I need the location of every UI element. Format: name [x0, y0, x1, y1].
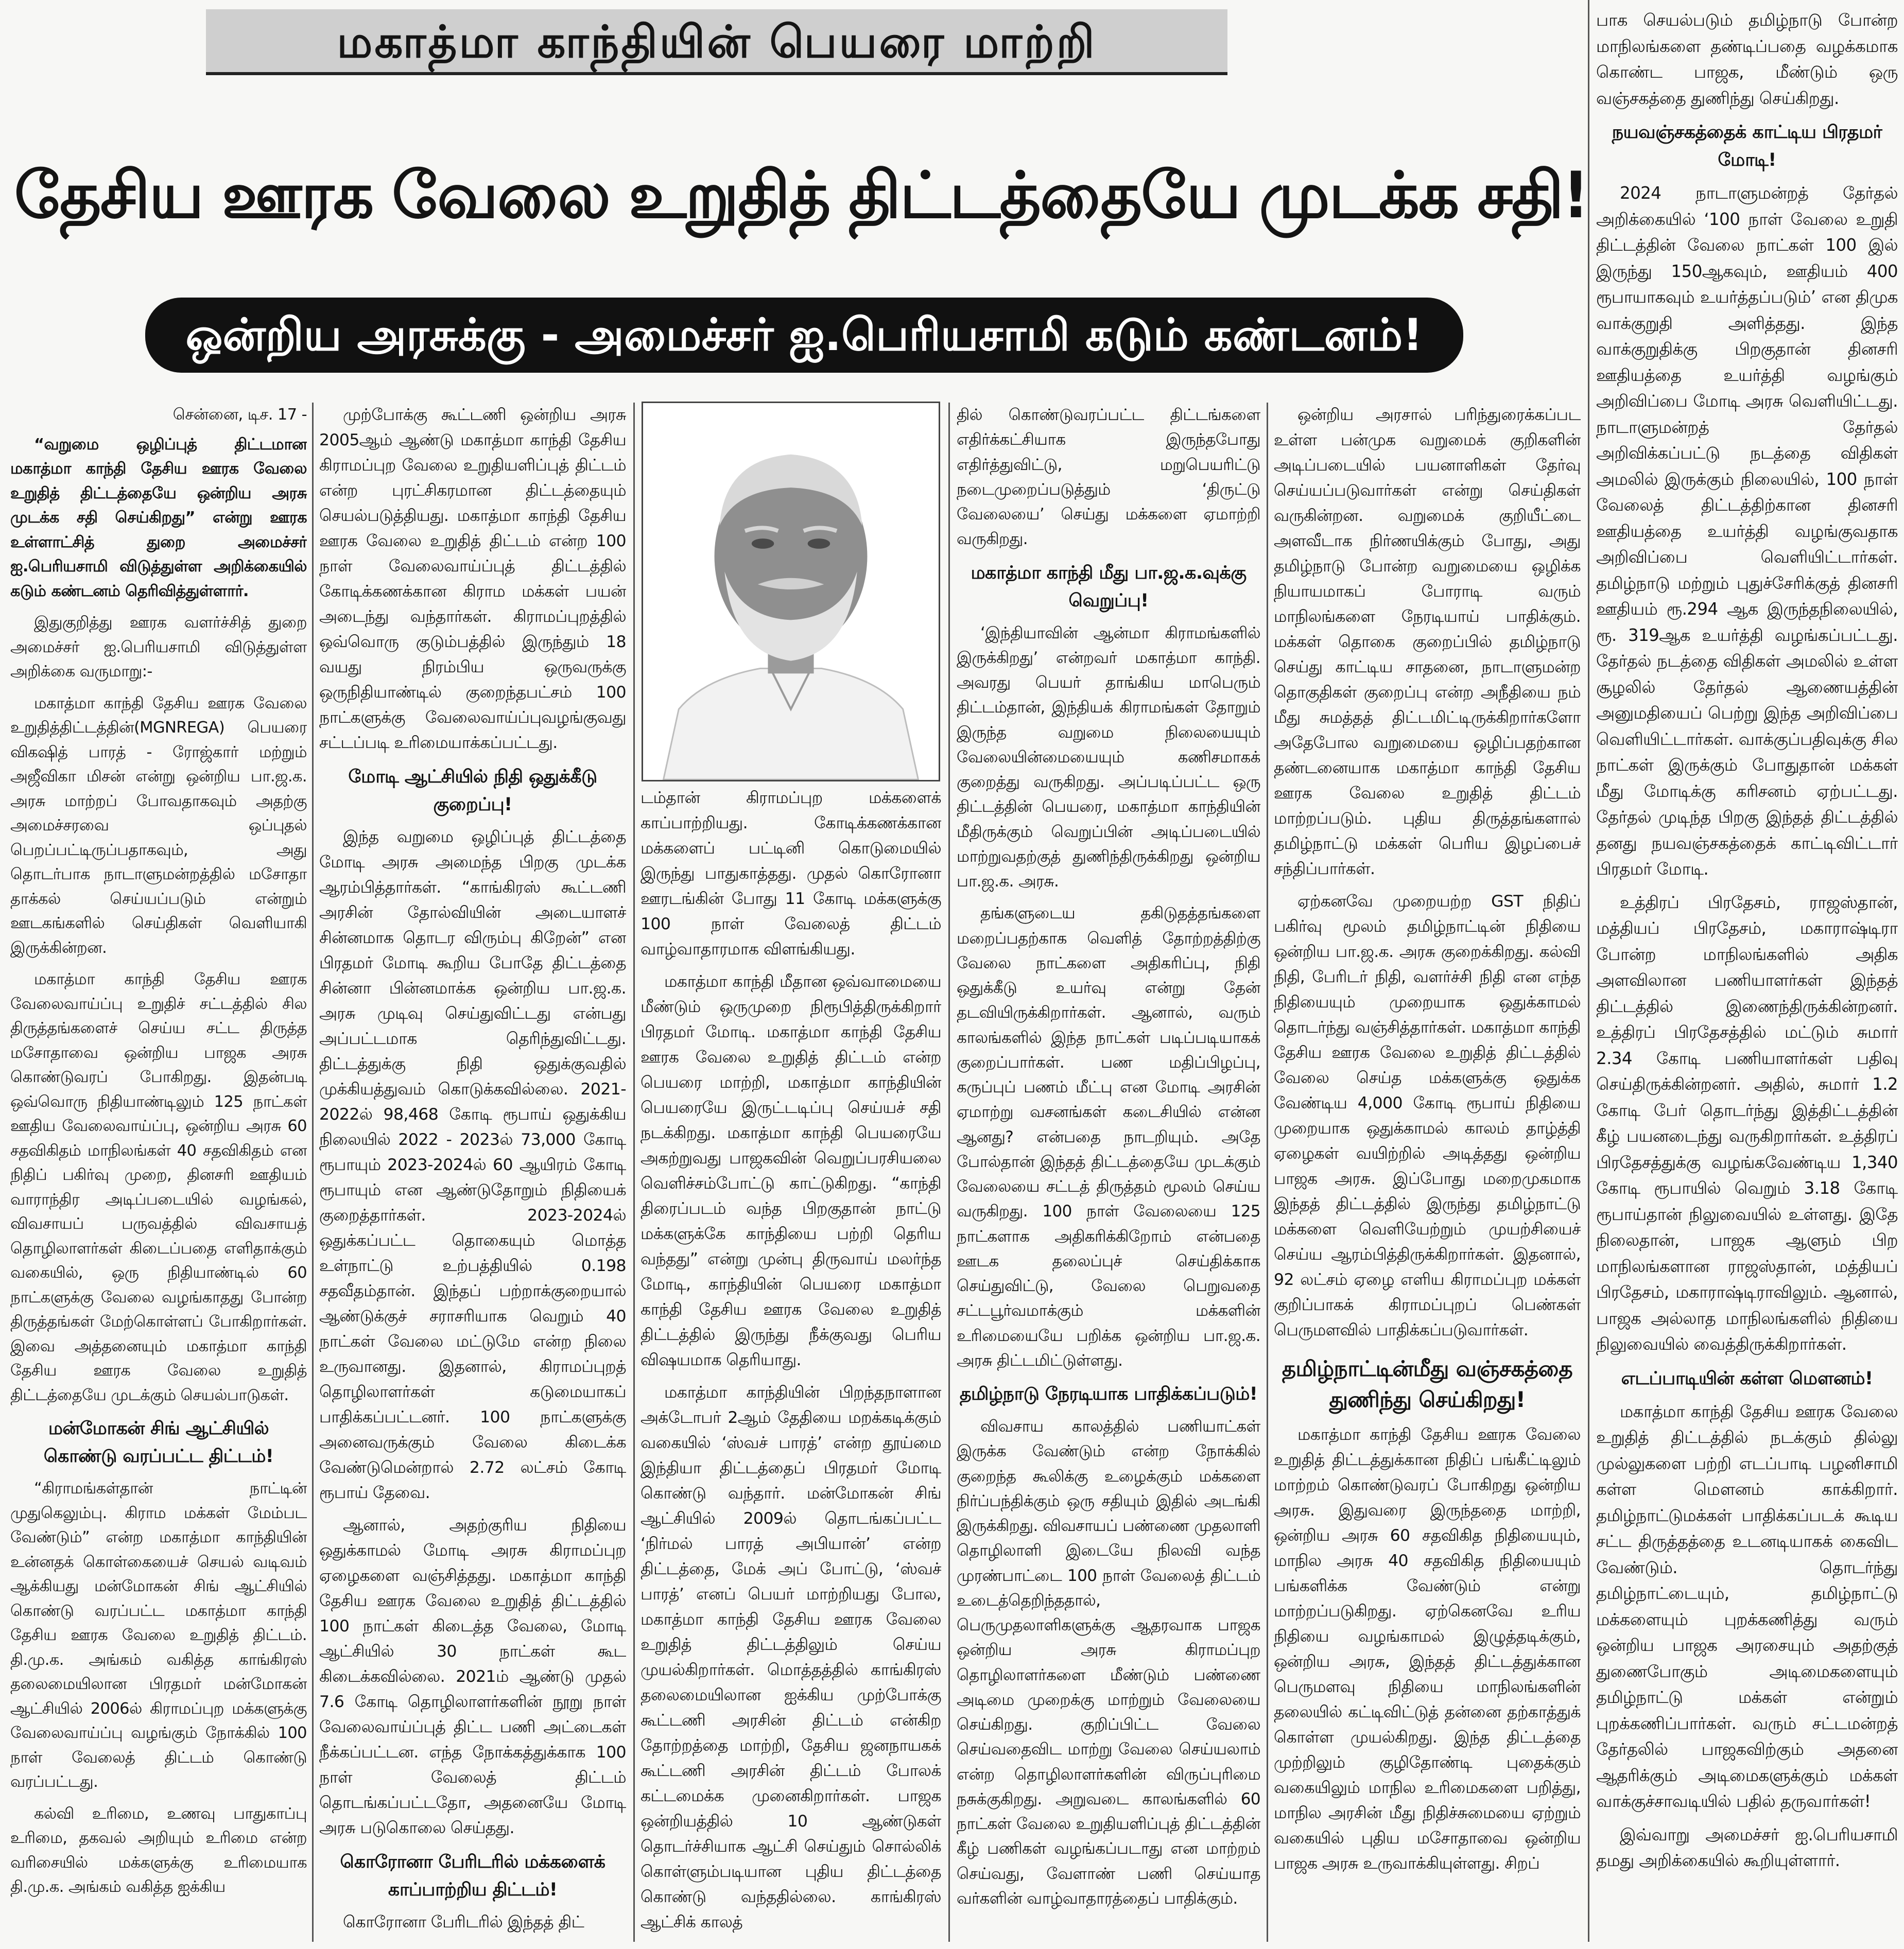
article-column-4: [957, 403, 1260, 1945]
section-subheading: மோடி ஆட்சியில் நிதி ஒதுக்கீடு குறைப்பு!: [348, 767, 597, 815]
paragraph: விவசாய காலத்தில் பணியாட்கள் இருக்க வேண்டும் என்ற நோக்கில் குறைந்த கூலிக்கு உழைக்கும் மக்களை நிர்ப்பந்திக்கும் ஒரு சதியும் இதில் அடங்கி இருக்கிறது. விவசாயப் பண்ணை முதலாளி தொழிலாளி இடையே நிலவி வந்த முரண்பாட்டை 100 நாள் வேலைத் திட்டம் உடைத்தெறிந்ததால், பெருமுதலாளிகளுக்கு ஆதரவாக பாஜக ஒன்றிய அரசு கிராமப்புற தொழிலாளர்களை மீண்டும் பண்ணை அடிமை முறைக்கு மாற்றும் வேலையை செய்கிறது. குறிப்பிட்ட வேலை செய்வதைவிட மாற்று வேலை செய்யலாம் என்ற தொழிலாளர்களின் விருப்புரிமை நசுக்குகிறது. அறுவடை காலங்களில் 60 நாட்கள் வேலை உறுதியளிப்புத் திட்டத்தின் கீழ் பணிகள் வழங்கப்படாது என மாற்றம் செய்வது, வேளாண் பணி செய்யாத வர்களின் வாழ்வாதாரத்தைப் பாதிக்கும்.: [957, 1417, 1260, 1908]
paragraph: கல்வி உரிமை, உணவு பாதுகாப்பு உரிமை, தகவல் அறியும் உரிமை என்ற வரிசையில் மக்களுக்கு உரிமையாக தி.மு.க. அங்கம் வகித்த ஐக்கிய: [10, 1804, 307, 1896]
paragraph: முற்போக்கு கூட்டணி ஒன்றிய அரசு 2005ஆம் ஆண்டு மகாத்மா காந்தி தேசிய கிராமப்புற வேலை உறுதியளிப்புத் திட்டம் என்ற புரட்சிகரமான திட்டத்தையும் செயல்படுத்தியது. மகாத்மா காந்தி தேசிய ஊரக வேலை உறுதித் திட்டம் என்ற 100 நாள் வேலைவாய்ப்புத் திட்டத்தில் கோடிக்கணக்கான கிராம மக்கள் பயன் அடைந்து வந்தார்கள். கிராமப்புறத்தில் ஒவ்வொரு குடும்பத்தில் இருந்தும் 18 வயது நிரம்பிய ஒருவருக்கு ஒருநிதியாண்டில் குறைந்தபட்சம் 100 நாட்களுக்கு வேலைவாய்ப்புவழங்குவது சட்டப்படி உரிமையாக்கப்பட்டது.: [319, 406, 626, 752]
paragraph: ‘இந்தியாவின் ஆன்மா கிராமங்களில் இருக்கிறது’ என்றவர் மகாத்மா காந்தி. அவரது பெயர் தாங்கிய மாபெரும் திட்டம்தான், இந்தியக் கிராமங்கள் தோறும் இருந்த வறுமை நிலையையும் வேலையின்மையையும் கணிசமாகக் குறைத்து வருகிறது. அப்படிப்பட்ட ஒரு திட்டத்தின் பெயரை, மகாத்மா காந்தியின் மீதிருக்கும் வெறுப்பின் அடிப்படையில் மாற்றுவதற்குத் துணிந்திருக்கிறது ஒன்றிய பா.ஜ.க. அரசு.: [957, 623, 1260, 891]
paragraph: மகாத்மா காந்தி மீதான ஒவ்வாமையை மீண்டும் ஒருமுறை நிரூபித்திருக்கிறார் பிரதமர் மோடி. மகாத்மா காந்தி தேசிய ஊரக வேலை உறுதித் திட்டம் என்ற பெயரை மாற்றி, மகாத்மா காந்தியின் பெயரையே இருட்டடிப்பு செய்யச் சதி நடக்கிறது. மகாத்மா காந்தி பெயரையே அகற்றுவது பாஜகவின் வெறுப்பரசியலை வெளிச்சம்போட்டு காட்டுகிறது. “காந்தி திரைப்படம் வந்த பிறகுதான் நாட்டு மக்களுக்கே காந்தியை பற்றி தெரிய வந்தது” என்று முன்பு திருவாய் மலர்ந்த மோடி, காந்தியின் பெயரை மகாத்மா காந்தி தேசிய ஊரக வேலை உறுதித் திட்டத்தில் இருந்து நீக்குவது பெரிய விஷயமாக தெரியாது.: [641, 972, 941, 1369]
column-rule: [312, 403, 314, 1942]
paragraph: கொரோனா பேரிடரில் இந்தத் திட்: [343, 1913, 584, 1931]
section-subheading: மன்மோகன் சிங் ஆட்சியில் கொண்டு வரப்பட்ட திட்டம்!: [43, 1418, 274, 1467]
paragraph: இதுகுறித்து ஊரக வளர்ச்சித் துறை அமைச்சர் ஐ.பெரியசாமி விடுத்துள்ள அறிக்கை வருமாறு:-: [10, 614, 307, 681]
main-headline: தேசிய ஊரக வேலை உறுதித் திட்டத்தையே முடக்க சதி!: [14, 159, 1588, 233]
section-subheading: மகாத்மா காந்தி மீது பா.ஜ.க.வுக்கு வெறுப்பு!: [971, 562, 1247, 611]
portrait-icon: [643, 403, 939, 780]
paragraph: தங்களுடைய தகிடுதத்தங்களை மறைப்பதற்காக வெளித் தோற்றத்திற்கு வேலை நாட்களை அதிகரிப்பு, நிதி ஒதுக்கீடு உயர்வு என்று தேன் தடவியிருக்கிறார்கள். ஆனால், வரும் காலங்களில் இந்த நாட்கள் படிப்படியாகக் குறைப்பார்கள். பண மதிப்பிழப்பு, கருப்புப் பணம் மீட்பு என மோடி அரசின் ஏமாற்று வசனங்கள் கடைசியில் என்ன ஆனது? என்பதை நாடறியும். அதே போல்தான் இந்தத் திட்டத்தையே முடக்கும் வேலையை சட்டத் திருத்தம் மூலம் செய்ய வருகிறது. 100 நாள் வேலையை 125 நாட்களாக அதிகரிக்கிறோம் என்பதை ஊடக தலைப்புச் செய்திக்காக செய்துவிட்டு, வேலை பெறுவதை சட்டபூர்வமாக்கும் மக்களின் உரிமையையே பறிக்க ஒன்றிய பா.ஜ.க. அரசு திட்டமிட்டுள்ளது.: [957, 904, 1260, 1370]
article-column-6: [1596, 7, 1898, 1945]
column-rule: [633, 403, 635, 1942]
paragraph: மகாத்மா காந்தி தேசிய ஊரக வேலை உறுதித்திட்டத்தின்(MGNREGA) பெயரை விகஷித் பாரத் - ரோஜ்கார் மற்றும் அஜீவிகா மிசன் என்று ஒன்றிய பா.ஜ.க. அரசு மாற்றப் போவதாகவும் அதற்கு அமைச்சரவை ஒப்புதல் பெறப்பட்டிருப்பதாகவும், அது தொடர்பாக நாடாளுமன்றத்தில் மசோதா தாக்கல் செய்யப்படும் என்றும் ஊடகங்களில் செய்திகள் வெளியாகி இருக்கின்றன.: [10, 694, 307, 957]
column-rule: [948, 403, 950, 1942]
paragraph: மகாத்மா காந்தியின் பிறந்தநாளான அக்டோபர் 2ஆம் தேதியை மறக்கடிக்கும் வகையில் ‘ஸ்வச் பாரத்’ என்ற தூய்மை இந்தியா திட்டத்தைப் பிரதமர் மோடி கொண்டு வந்தார். மன்மோகன் சிங் ஆட்சியில் 2009ல் தொடங்கப்பட்ட ‘நிர்மல் பாரத் அபியான்’ என்ற திட்டத்தை, மேக் அப் போட்டு, ‘ஸ்வச் பாரத்’ எனப் பெயர் மாற்றியது போல, மகாத்மா காந்தி தேசிய ஊரக வேலை உறுதித் திட்டத்திலும் செய்ய முயல்கிறார்கள். மொத்தத்தில் காங்கிரஸ் தலைமையிலான ஐக்கிய முற்போக்கு கூட்டணி அரசின் திட்டம் என்கிற தோற்றத்தை மாற்றி, தேசிய ஜனநாயகக் கூட்டணி அரசின் திட்டம் போலக் கட்டமைக்க முனைகிறார்கள். பாஜக ஒன்றியத்தில் 10 ஆண்டுகள் தொடர்ச்சியாக ஆட்சி செய்தும் சொல்லிக் கொள்ளும்படியான புதிய திட்டத்தை கொண்டு வந்ததில்லை. காங்கிரஸ் ஆட்சிக் காலத்: [641, 1383, 941, 1931]
article-column-2: [319, 403, 626, 1945]
portrait-photo: [642, 402, 940, 781]
paragraph: இவ்வாறு அமைச்சர் ஐ.பெரியசாமி தமது அறிக்கையில் கூறியுள்ளார்.: [1596, 1824, 1898, 1870]
article-column-5: [1274, 403, 1581, 1945]
section-subheading: கொரோனா பேரிடரில் மக்களைக் காப்பாற்றிய திட்டம்!: [340, 1852, 605, 1900]
paragraph: 2024 நாடாளுமன்றத் தேர்தல் அறிக்கையில் ‘100 நாள் வேலை உறுதி திட்டத்தின் வேலை நாட்கள் 100 இல் இருந்து 150ஆகவும், ஊதியம் 400 ரூபாயாகவும் உயர்த்தப்படும்’ என திமுக வாக்குறுதி அளித்தது. இந்த வாக்குறுதிக்கு பிறகுதான் தினசரி ஊதியத்தை உயர்த்தி வழங்கும் அறிவிப்பை மோடி அரசு வெளியிட்டது. நாடாளுமன்றத் தேர்தல் அறிவிக்கப்பட்டு நடத்தை விதிகள் அமலில் இருக்கும் நிலையில், 100 நாள் வேலைத் திட்டத்திற்கான தினசரி ஊதியத்தை உயர்த்தி வழங்குவதாக அறிவிப்பை வெளியிட்டார்கள். தமிழ்நாடு மற்றும் புதுச்சேரிக்குத் தினசரி ஊதியம் ரூ.294 ஆக இருந்தநிலையில், ரூ. 319ஆக உயர்த்தி வழங்கப்பட்டது. தேர்தல் நடத்தை விதிகள் அமலில் உள்ள சூழலில் தேர்தல் ஆணையத்தின் அனுமதியைப் பெற்று இந்த அறிவிப்பை வெளியிட்டார்கள். வாக்குப்பதிவுக்கு சில நாட்கள் இருக்கும் போதுதான் மக்கள் மீது மோடிக்கு கரிசனம் ஏற்பட்டது. தேர்தல் முடிந்த பிறகு இந்தத் திட்டத்தில் தனது நயவஞ்சகத்தைக் காட்டிவிட்டார் பிரதமர் மோடி.: [1596, 183, 1898, 879]
paragraph: பாக செயல்படும் தமிழ்நாடு போன்ற மாநிலங்களை தண்டிப்பதை வழக்கமாக கொண்ட பாஜக, மீண்டும் ஒரு வஞ்சகத்தை துணிந்து செய்கிறது.: [1596, 10, 1898, 108]
dateline: சென்னை, டிச. 17 -: [172, 406, 307, 424]
article-column-3: [641, 786, 941, 1945]
section-subheading: தமிழ்நாடு நேரடியாக பாதிக்கப்படும்!: [959, 1384, 1258, 1404]
sub-headline-banner: ஒன்றிய அரசுக்கு - அமைச்சர் ஐ.பெரியசாமி கடும் கண்டனம்!: [145, 298, 1463, 373]
paragraph: “கிராமங்கள்தான் நாட்டின் முதுகெலும்பு. கிராம மக்கள் மேம்பட வேண்டும்” என்ற மகாத்மா காந்தியின் உன்னதக் கொள்கையைச் செயல் வடிவம் ஆக்கியது மன்மோகன் சிங் ஆட்சியில் கொண்டு வரப்பட்ட மகாத்மா காந்தி தேசிய ஊரக வேலை உறுதித் திட்டம். தி.மு.க. அங்கம் வகித்த காங்கிரஸ் தலைமையிலான பிரதமர் மன்மோகன் ஆட்சியில் 2006ல் கிராமப்புற மக்களுக்கு வேலைவாய்ப்பு வழங்கும் நோக்கில் 100 நாள் வேலைத் திட்டம் கொண்டு வரப்பட்டது.: [10, 1480, 307, 1791]
section-subheading: நயவஞ்சகத்தைக் காட்டிய பிரதமர் மோடி!: [1612, 122, 1882, 170]
paragraph: டம்தான் கிராமப்புற மக்களைக் காப்பாற்றியது. கோடிக்கணக்கான மக்களைப் பட்டினி கொடுமையில் இருந்து பாதுகாத்தது. முதல் கொரோனா ஊரடங்கின் போது 11 கோடி மக்களுக்கு 100 நாள் வேலைத் திட்டம் வாழ்வாதாரமாக விளங்கியது.: [641, 789, 941, 959]
article-column-1: [10, 403, 307, 1945]
paragraph: உத்திரப் பிரதேசம், ராஜஸ்தான், மத்தியப் பிரதேசம், மகாராஷ்டிரா போன்ற மாநிலங்களில் அதிக அளவிலான பணியாளர்கள் இந்தத் திட்டத்தில் இணைந்திருக்கின்றனர். உத்திரப் பிரதேசத்தில் மட்டும் சுமார் 2.34 கோடி பணியாளர்கள் பதிவு செய்திருக்கின்றனர். அதில், சுமார் 1.2 கோடி பேர் தொடர்ந்து இத்திட்டத்தின் கீழ் பயனடைந்து வருகிறார்கள். உத்திரப் பிரதேசத்துக்கு வழங்கவேண்டிய 1,340 கோடி ரூபாயில் வெறும் 3.18 கோடி ரூபாய்தான் நிலுவையில் உள்ளது. இதே நிலைதான், பாஜக ஆளும் பிற மாநிலங்களான ராஜஸ்தான், மத்தியப் பிரதேசம், மகாராஷ்டிராவிலும். ஆனால், பாஜக அல்லாத மாநிலங்களில் நிதியை நிலுவையில் வைத்திருக்கிறார்கள்.: [1596, 892, 1898, 1354]
section-subheading: எடப்பாடியின் கள்ள மௌனம்!: [1621, 1368, 1873, 1389]
paragraph: ஏற்கனவே முறையற்ற GST நிதிப் பகிர்வு மூலம் தமிழ்நாட்டின் நிதியை ஒன்றிய பா.ஜ.க. அரசு குறைக்கிறது. கல்வி நிதி, பேரிடர் நிதி, வளர்ச்சி நிதி என எந்த நிதியையும் முறையாக ஒதுக்காமல் தொடர்ந்து வஞ்சித்தார்கள். மகாத்மா காந்தி தேசிய ஊரக வேலை உறுதித் திட்டத்தில் வேலை செய்த மக்களுக்கு ஒதுக்க வேண்டிய 4,000 கோடி ரூபாய் நிதியை முறையாக ஒதுக்காமல் காலம் தாழ்த்தி ஏழைகள் வயிற்றில் அடித்தது ஒன்றிய பாஜக அரசு. இப்போது மறைமுகமாக இந்தத் திட்டத்தில் இருந்து தமிழ்நாட்டு மக்களை வெளியேற்றும் முயற்சியைச் செய்ய ஆரம்பித்திருக்கிறார்கள். இதனால், 92 லட்சம் ஏழை எளிய கிராமப்புற மக்கள் குறிப்பாகக் கிராமப்புறப் பெண்கள் பெருமளவில் பாதிக்கப்படுவார்கள்.: [1274, 892, 1581, 1339]
paragraph: தில் கொண்டுவரப்பட்ட திட்டங்களை எதிர்க்கட்சியாக இருந்தபோது எதிர்த்துவிட்டு, மறுபெயரிட்டு நடைமுறைப்படுத்தும் ‘திருட்டு வேலையை’ செய்து மக்களை ஏமாற்றி வருகிறது.: [957, 406, 1260, 549]
kicker-headline: மகாத்மா காந்தியின் பெயரை மாற்றி: [206, 9, 1227, 75]
paragraph: மகாத்மா காந்தி தேசிய ஊரக வேலை உறுதித் திட்டத்துக்கான நிதிப் பங்கீட்டிலும் மாற்றம் கொண்டுவரப் போகிறது ஒன்றிய அரசு. இதுவரை இருந்ததை மாற்றி, ஒன்றிய அரசு 60 சதவிகித நிதியையும், மாநில அரசு 40 சதவிகித நிதியையும் பங்களிக்க வேண்டும் என்று மாற்றப்படுகிறது. ஏற்கெனவே உரிய நிதியை வழங்காமல் இழுத்தடிக்கும், ஒன்றிய அரசு, இந்தத் திட்டத்துக்கான பெருமளவு நிதியை மாநிலங்களின் தலையில் கட்டிவிட்டுத் தன்னை தற்காத்துக் கொள்ள முயல்கிறது. இந்த திட்டத்தை முற்றிலும் குழிதோண்டி புதைக்கும் வகையிலும் மாநில உரிமைகளை பறித்து, மாநில அரசின் மீது நிதிச்சுமையை ஏற்றும் வகையில் புதிய மசோதாவை ஒன்றிய பாஜக அரசு உருவாக்கியுள்ளது. சிறப்: [1274, 1425, 1581, 1873]
paragraph: மகாத்மா காந்தி தேசிய ஊரக வேலை உறுதித் திட்டத்தில் நடக்கும் தில்லு முல்லுகளை பற்றி எடப்பாடி பழனிசாமி கள்ள மௌனம் காக்கிறார். தமிழ்நாட்டுமக்கள் பாதிக்கப்படக் கூடிய சட்ட திருத்தத்தை உடனடியாகக் கைவிட வேண்டும். தொடர்ந்து தமிழ்நாட்டையும், தமிழ்நாட்டு மக்களையும் புறக்கணித்து வரும் ஒன்றிய பாஜக அரசையும் அதற்குத் துணைபோகும் அடிமைகளையும் தமிழ்நாட்டு மக்கள் என்றும் புறக்கணிப்பார்கள். வரும் சட்டமன்றத் தேர்தலில் பாஜகவிற்கும் அதனை ஆதரிக்கும் அடிமைகளுக்கும் மக்கள் வாக்குச்சாவடியில் பதில் தருவார்கள்!: [1596, 1401, 1898, 1811]
section-subheading-large: தமிழ்நாட்டின்மீது வஞ்சகத்தை துணிந்து செய்கிறது!: [1282, 1356, 1573, 1412]
column-rule: [1267, 403, 1268, 1942]
paragraph: மகாத்மா காந்தி தேசிய ஊரக வேலைவாய்ப்பு உறுதிச் சட்டத்தில் சில திருத்தங்களைச் செய்ய சட்ட திருத்த மசோதாவை ஒன்றிய பாஜக அரசு கொண்டுவரப் போகிறது. இதன்படி ஒவ்வொரு நிதியாண்டிலும் 125 நாட்கள் ஊதிய வேலைவாய்ப்பு, ஒன்றிய அரசு 60 சதவிகிதம் மாநிலங்கள் 40 சதவிகிதம் என நிதிப் பகிர்வு முறை, தினசரி ஊதியம் வாராந்திர அடிப்படையில் வழங்கல், விவசாயப் பருவத்தில் விவசாயத் தொழிலாளர்கள் கிடைப்பதை எளிதாக்கும் வகையில், ஒரு நிதியாண்டில் 60 நாட்களுக்கு வேலை வழங்காதது போன்ற திருத்தங்கள் மேற்கொள்ளப் போகிறார்கள். இவை அத்தனையும் மகாத்மா காந்தி தேசிய ஊரக வேலை உறுதித் திட்டத்தையே முடக்கும் செயல்பாடுகள்.: [10, 970, 307, 1404]
paragraph: ஒன்றிய அரசால் பரிந்துரைக்கப்பட உள்ள பன்முக வறுமைக் குறிகளின் அடிப்படையில் பயனாளிகள் தேர்வு செய்யப்படுவார்கள் என்று செய்திகள் வருகின்றன. வறுமைக் குறியீட்டை அளவீடாக நிர்ணயிக்கும் போது, அது தமிழ்நாடு போன்ற வறுமையை ஒழிக்க நியாயமாகப் போராடி வரும் மாநிலங்களை நேரடியாய் பாதிக்கும். மக்கள் தொகை குறைப்பில் தமிழ்நாடு செய்து காட்டிய சாதனை, நாடாளுமன்ற தொகுதிகள் குறைப்பு என்ற அநீதியை நம் மீது சுமத்தத் திட்டமிட்டிருக்கிறார்களோ அதேபோல வறுமையை ஒழிப்பதற்கான தண்டனையாக மகாத்மா காந்தி தேசிய ஊரக வேலை உறுதித் திட்டம் மாற்றப்படும். புதிய திருத்தங்களால் தமிழ்நாட்டு மக்கள் பெரிய இழப்பைச் சந்திப்பார்கள்.: [1274, 406, 1581, 878]
paragraph: ஆனால், அதற்குரிய நிதியை ஒதுக்காமல் மோடி அரசு கிராமப்புற ஏழைகளை வஞ்சித்தது. மகாத்மா காந்தி தேசிய ஊரக வேலை உறுதித் திட்டத்தில் 100 நாட்கள் கிடைத்த வேலை, மோடி ஆட்சியில் 30 நாட்கள் கூட கிடைக்கவில்லை. 2021ம் ஆண்டு முதல் 7.6 கோடி தொழிலாளர்களின் நூறு நாள் வேலைவாய்ப்புத் திட்ட பணி அட்டைகள் நீக்கப்பட்டன. எந்த நோக்கத்துக்காக 100 நாள் வேலைத் திட்டம் தொடங்கப்பட்டதோ, அதனையே மோடி அரசு படுகொலை செய்தது.: [319, 1516, 626, 1837]
paragraph: இந்த வறுமை ஒழிப்புத் திட்டத்தை மோடி அரசு அமைந்த பிறகு முடக்க ஆரம்பித்தார்கள். “காங்கிரஸ் கூட்டணி அரசின் தோல்வியின் அடையாளச் சின்னமாக தொடர விரும்பு கிறேன்” என பிரதமர் மோடி கூறிய போதே திட்டத்தை சின்னா பின்னமாக்க ஒன்றிய பா.ஜ.க. அரசு முடிவு செய்துவிட்டது என்பது அப்பட்டமாக தெரிந்துவிட்டது. திட்டத்துக்கு நிதி ஒதுக்குவதில் முக்கியத்துவம் கொடுக்கவில்லை. 2021-2022ல் 98,468 கோடி ரூபாய் ஒதுக்கிய நிலையில் 2022 - 2023ல் 73,000 கோடி ரூபாயும் 2023-2024ல் 60 ஆயிரம் கோடி ரூபாயும் என ஆண்டுதோறும் நிதியைக் குறைத்தார்கள். 2023-2024ல் ஒதுக்கப்பட்ட தொகையும் மொத்த உள்நாட்டு உற்பத்தியில் 0.198 சதவீதம்தான். இந்தப் பற்றாக்குறையால் ஆண்டுக்குச் சராசரியாக வெறும் 40 நாட்கள் வேலை மட்டுமே என்ற நிலை உருவானது. இதனால், கிராமப்புறத் தொழிலாளர்கள் கடுமையாகப் பாதிக்கப்பட்டனர். 100 நாட்களுக்கு அனைவருக்கும் வேலை கிடைக்க வேண்டுமென்றால் 2.72 லட்சம் கோடி ரூபாய் தேவை.: [319, 828, 626, 1502]
column-rule: [1588, 0, 1589, 1942]
lead-paragraph: “வறுமை ஒழிப்புத் திட்டமான மகாத்மா காந்தி தேசிய ஊரக வேலை உறுதித் திட்டத்தையே ஒன்றிய அரசு முடக்க சதி செய்கிறது” என்று ஊரக உள்ளாட்சித் துறை அமைச்சர் ஐ.பெரியசாமி விடுத்துள்ள அறிக்கையில் கடும் கண்டனம் தெரிவித்துள்ளார்.: [10, 435, 307, 600]
